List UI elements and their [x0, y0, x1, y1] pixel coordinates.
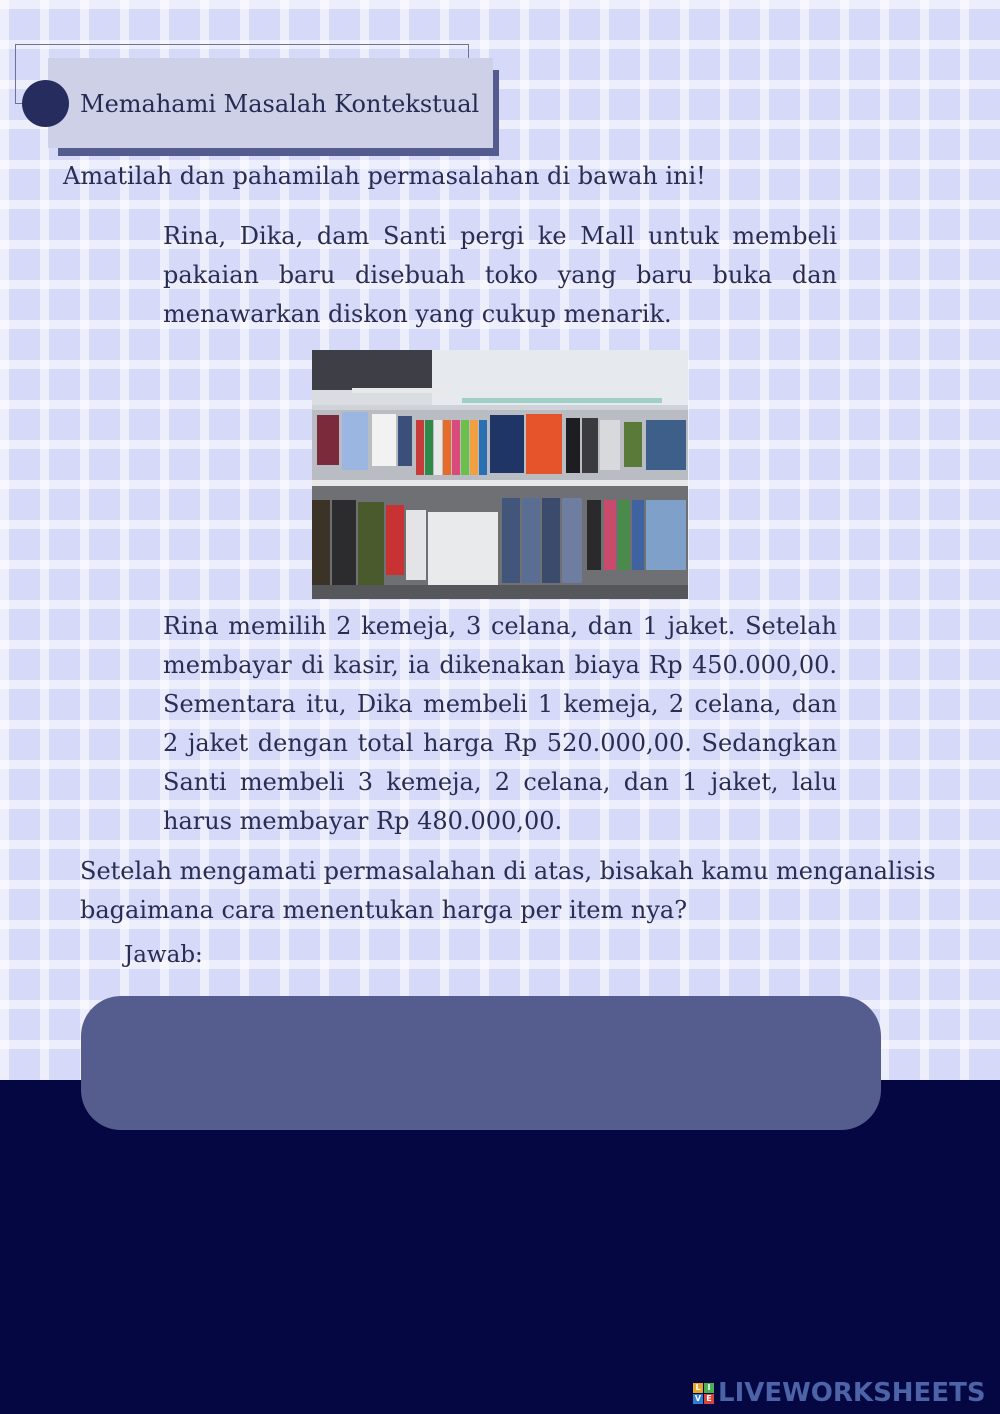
logo-text: LIVEWORKSHEETS — [718, 1378, 986, 1408]
question-text: Setelah mengamati permasalahan di atas, bisakah kamu menganalisis bagaimana cara menentukan harga per item nya? — [80, 857, 936, 924]
logo-squares-icon: L I V E — [693, 1383, 714, 1404]
answer-label: Jawab: — [124, 942, 203, 968]
story-paragraph-1: Rina, Dika, dam Santi pergi ke Mall untuk membeli pakaian baru disebuah toko yang baru buka dan menawarkan diskon yang cukup menarik. — [163, 222, 837, 328]
story-paragraph-2: Rina memilih 2 kemeja, 3 celana, dan 1 jaket. Setelah membayar di kasir, ia dikenakan biaya Rp 450.000,00. Sementara itu, Dika membeli 1 kemeja, 2 celana, dan 2 jaket dengan total harga Rp 520.000,00. Sedangkan Santi membeli 3 kemeja, 2 celana, dan 1 jaket, lalu harus membayar Rp 480.000,00. — [163, 612, 837, 835]
liveworksheets-logo — [693, 1378, 986, 1408]
navy-footer-background — [0, 1080, 1000, 1414]
header-bullet-dot — [22, 80, 69, 127]
section-title: Memahami Masalah Kontekstual — [80, 90, 480, 118]
answer-input-box[interactable] — [81, 996, 881, 1130]
clothing-store-photo — [312, 350, 688, 599]
intro-instruction: Amatilah dan pahamilah permasalahan di bawah ini! — [63, 162, 706, 190]
